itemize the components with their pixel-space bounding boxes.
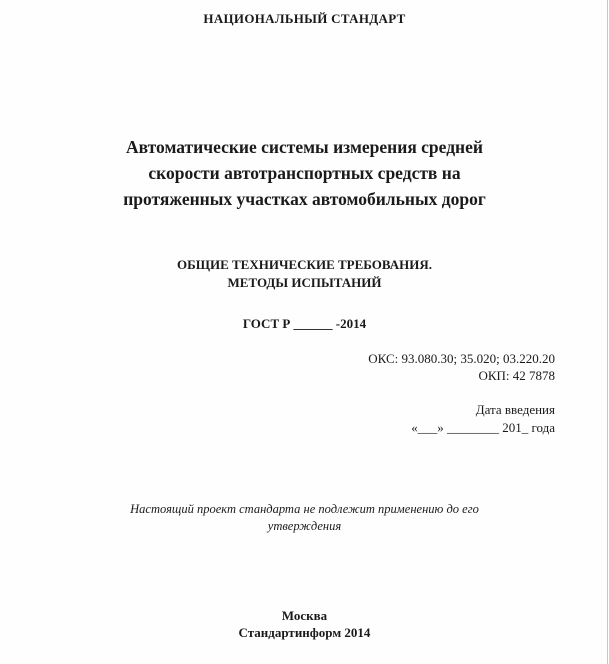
footer-publisher: Стандартинформ 2014 [238, 625, 371, 640]
introduction-date-block [411, 401, 555, 437]
publication-footer [0, 607, 609, 641]
subtitle-line: ОБЩИЕ ТЕХНИЧЕСКИЕ ТРЕБОВАНИЯ. [176, 257, 433, 272]
note-line: Настоящий проект стандарта не подлежит применению до его [130, 502, 479, 516]
footer-city: Москва [281, 608, 328, 623]
title-line: скорости автотранспортных средств на [148, 163, 461, 183]
document-title [0, 134, 609, 212]
title-line: Автоматические системы измерения средней [126, 137, 483, 157]
subtitle-line: МЕТОДЫ ИСПЫТАНИЙ [227, 275, 382, 290]
intro-label: Дата введения [475, 402, 555, 417]
page-edge [607, 0, 608, 664]
draft-note [0, 501, 609, 535]
standard-header: НАЦИОНАЛЬНЫЙ СТАНДАРТ [203, 11, 406, 26]
title-line: протяженных участках автомобильных дорог [123, 189, 486, 209]
oks-code: ОКС: 93.080.30; 35.020; 03.220.20 [368, 351, 555, 366]
classification-codes [368, 350, 555, 384]
intro-date: «___» ________ 201_ года [411, 420, 555, 435]
note-line: утверждения [267, 519, 342, 533]
document-subtitle [0, 256, 609, 292]
gost-number: ГОСТ Р ______ -2014 [242, 316, 367, 331]
okp-code: ОКП: 42 7878 [478, 368, 555, 383]
